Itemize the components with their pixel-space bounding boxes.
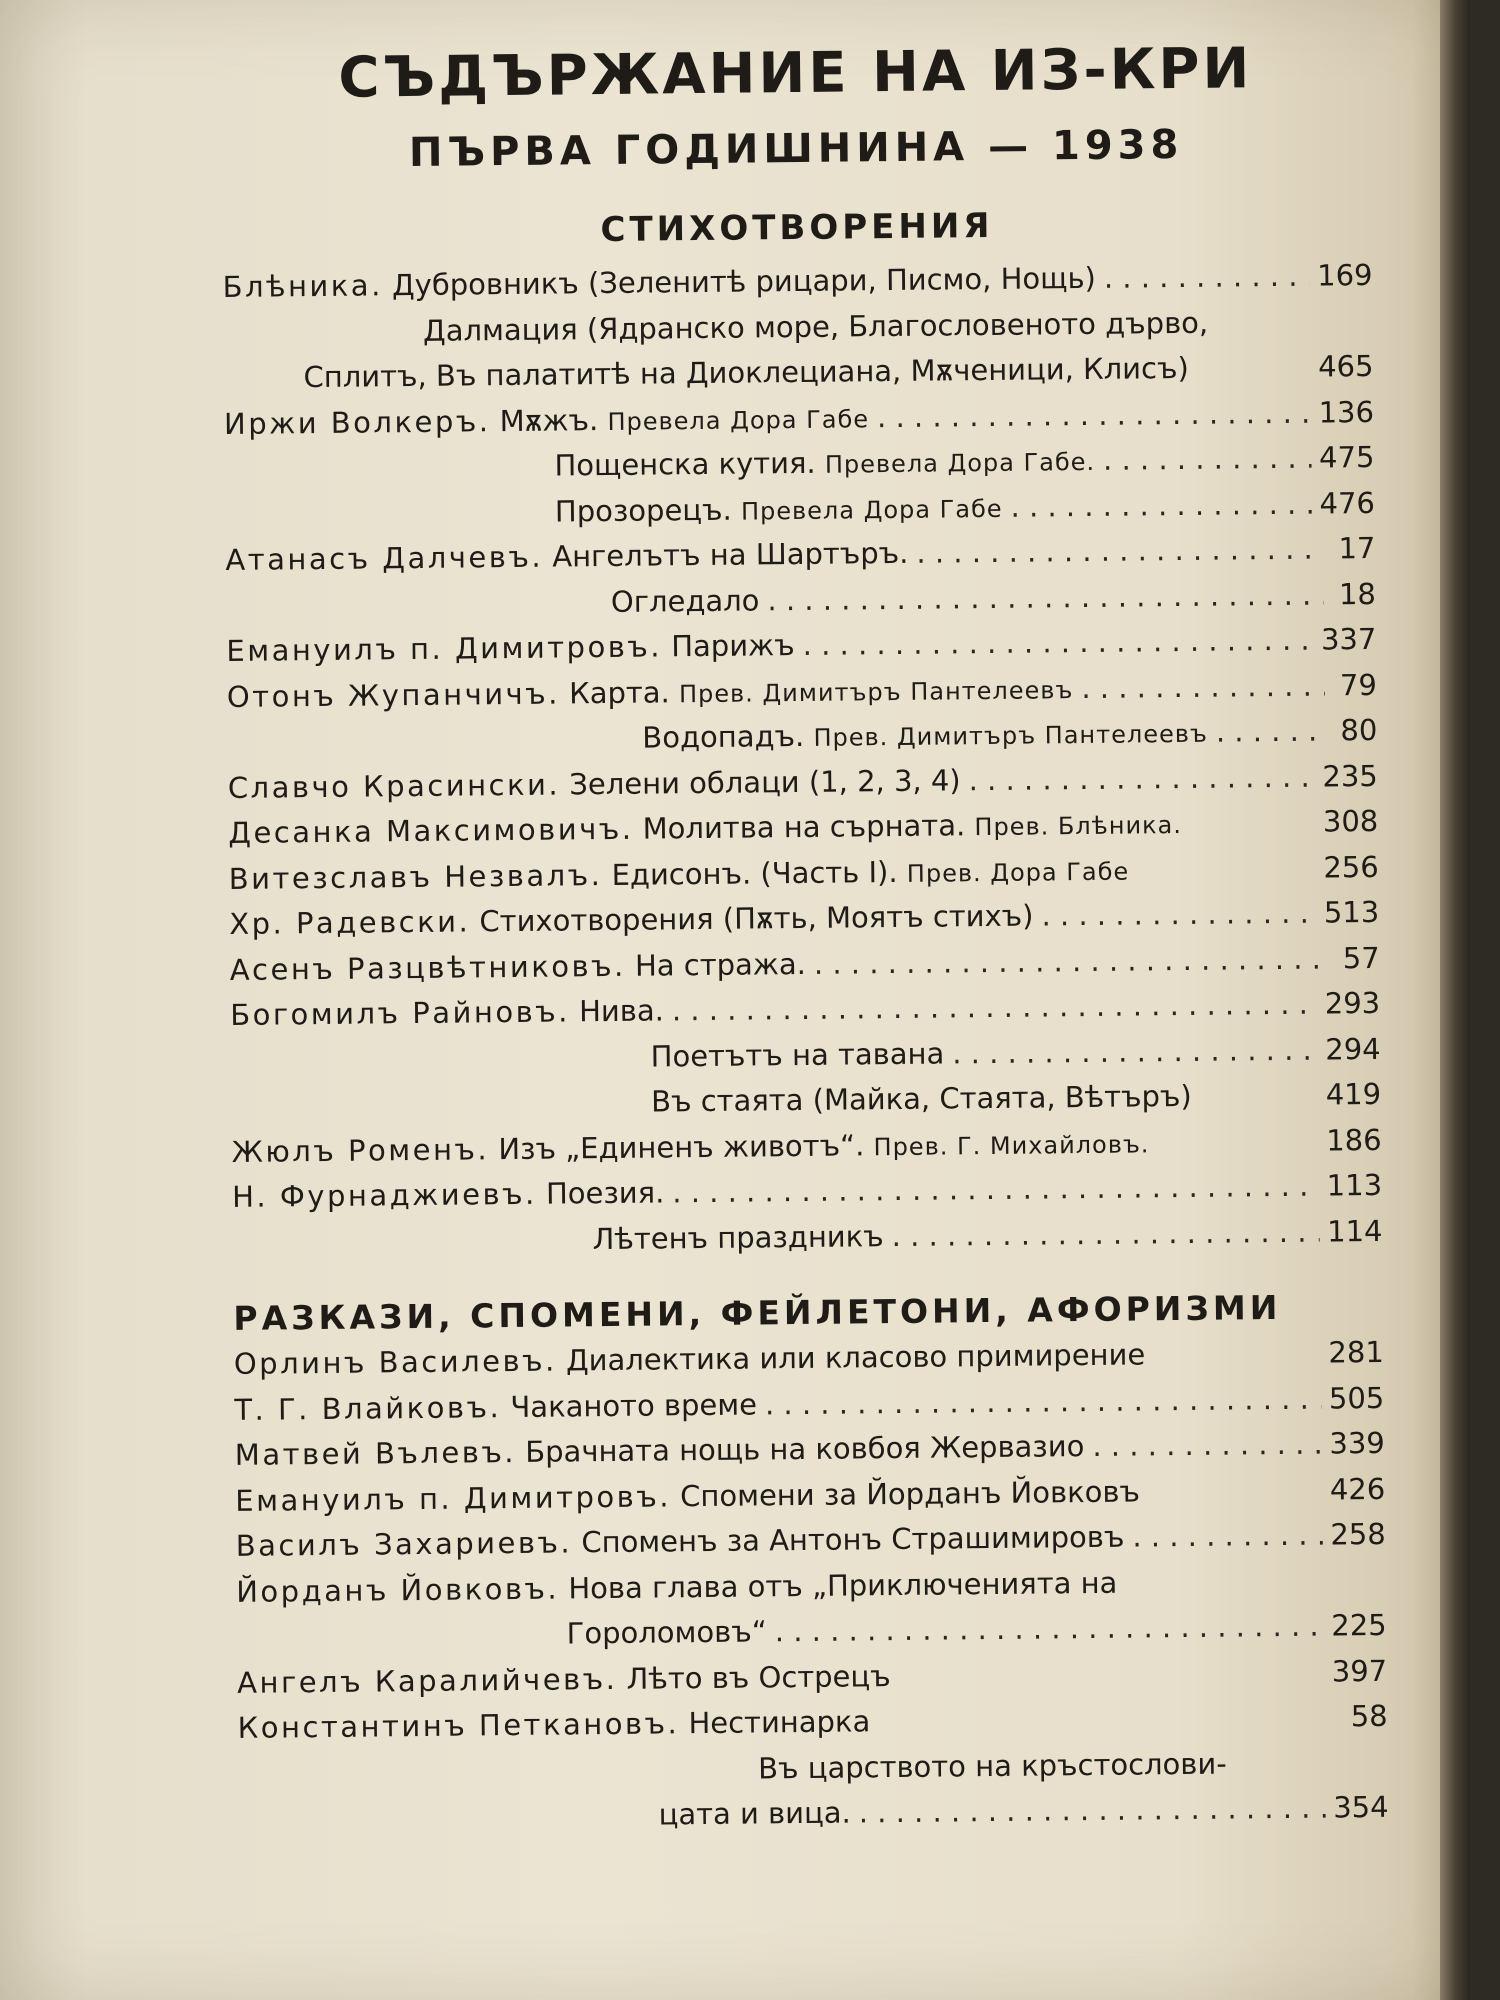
- entry-page: 419: [1325, 1076, 1382, 1112]
- entry-author: Хр. Радевски.: [229, 904, 471, 941]
- leader-dots: [952, 1032, 1317, 1070]
- leader-dots: [1092, 1427, 1321, 1463]
- entry-page: 308: [1322, 803, 1379, 839]
- entry-title: Водопадъ.: [642, 718, 805, 755]
- entry-author: Иржи Волкеръ.: [223, 403, 491, 441]
- entry-page: 80: [1340, 712, 1378, 748]
- entry-title: Едисонъ. (Часть I).: [611, 854, 898, 892]
- entry-title: Поетътъ на тавана: [650, 1035, 945, 1074]
- entry-author: Асенъ Разцвѣтниковъ.: [229, 948, 626, 987]
- entry-title: На стража.: [634, 946, 807, 983]
- entry-title: Поезия.: [545, 1175, 665, 1211]
- entry-translator: Прев. Димитъръ Пантелеевъ: [678, 675, 1074, 708]
- entry-author: Н. Фурнаджиевъ.: [231, 1176, 537, 1214]
- entry-title: Споменъ за Антонъ Страшимировъ: [581, 1519, 1125, 1560]
- entry-title: Спомени за Йорданъ Йовковъ: [679, 1473, 1141, 1513]
- entry-page: 293: [1324, 985, 1381, 1021]
- entry-title: Диалектика или класово примирение: [565, 1337, 1146, 1378]
- entry-author: Богомилъ Райновъ.: [230, 994, 571, 1032]
- entry-page: 281: [1328, 1334, 1384, 1370]
- entry-page: 18: [1338, 576, 1377, 611]
- leader-dots: [803, 623, 1314, 662]
- entry-author: Т. Г. Влайковъ.: [234, 1389, 502, 1427]
- entry-title: Лѣтенъ праздникъ: [592, 1218, 884, 1256]
- entry-author: Василъ Захариевъ.: [235, 1525, 573, 1563]
- entry-translator: Прев. Дора Габе: [906, 857, 1130, 888]
- entry-page: 79: [1339, 667, 1377, 702]
- entry-page: 426: [1329, 1471, 1386, 1506]
- entry-title: Сплитъ, Въ палатитѣ на Диоклециана, Мѫченици, Клисъ): [303, 350, 1189, 395]
- entry-author: Отонъ Жупанчичъ.: [226, 675, 561, 714]
- leader-dots: [672, 987, 1317, 1028]
- entry-page: 476: [1319, 485, 1376, 521]
- entry-page: 513: [1323, 894, 1380, 930]
- entry-translator: Прев. Димитъръ Пантелеевъ: [813, 719, 1209, 752]
- entry-author: Матвей Вълевъ.: [234, 1434, 517, 1472]
- entry-page: 397: [1331, 1653, 1388, 1688]
- entry-translator: Прев. Г. Михайловъ.: [873, 1129, 1150, 1161]
- entry-author: Йорданъ Йовковъ.: [236, 1571, 560, 1609]
- book-spine-edge: [1440, 0, 1470, 2000]
- entry-title: Пощенска кутия.: [554, 445, 816, 483]
- leader-dots: [765, 1381, 1321, 1421]
- entry-page: 339: [1329, 1425, 1385, 1461]
- entry-page: 169: [1316, 257, 1373, 293]
- entry-title: Зелени облаци (1, 2, 3, 4): [569, 762, 961, 801]
- table-of-contents: [220, 28, 1389, 1847]
- page-title: СЪДЪРЖАНИЕ НА ИЗ-КРИ: [338, 36, 1253, 111]
- entry-translator: Превела Дора Габе: [607, 404, 870, 436]
- entry-translator: Превела Дора Габе.: [824, 447, 1096, 479]
- leader-dots: [916, 531, 1323, 569]
- entry-page: 505: [1328, 1380, 1385, 1415]
- entry-title: Молитва на сърната.: [642, 808, 966, 846]
- entry-title: Стихотворения (Пѫть, Моятъ стихъ): [479, 898, 1034, 939]
- entry-title: Далмация (Ядранско море, Благословеното дърво,: [422, 305, 1209, 348]
- leader-dots: [859, 1791, 1326, 1830]
- entry-title: Въ царството на кръстослови-: [757, 1746, 1227, 1785]
- entry-title: Брачната нощь на ковбоя Жервазио: [525, 1429, 1085, 1469]
- entry-page: 256: [1323, 849, 1379, 884]
- entry-title: Прозорецъ.: [554, 492, 732, 529]
- entry-page: 475: [1318, 439, 1375, 475]
- entry-page: 258: [1330, 1516, 1386, 1552]
- entry-page: 235: [1322, 758, 1378, 793]
- entry-author: Атанасъ Далчевъ.: [225, 539, 544, 577]
- entry-page: 225: [1331, 1607, 1387, 1643]
- entry-page: 465: [1317, 348, 1374, 384]
- entry-title: Изъ „Единенъ животъ“.: [498, 1127, 865, 1166]
- entry-page: 294: [1325, 1031, 1381, 1066]
- leader-dots: [1103, 441, 1311, 477]
- entry-title: Нестинарка: [688, 1704, 871, 1741]
- entry-author: Емануилъ п. Димитровъ.: [235, 1478, 672, 1518]
- entry-title: Парижъ: [671, 628, 795, 664]
- entry-page: 17: [1338, 530, 1376, 566]
- entry-title: Ангелътъ на Шартъръ.: [552, 535, 909, 574]
- leader-dots: [767, 577, 1324, 617]
- entry-title: Огледало: [610, 582, 760, 619]
- leader-dots: [1132, 1518, 1322, 1554]
- entry-author: Жюлъ Роменъ.: [231, 1131, 490, 1169]
- section-heading-prose: РАЗКАЗИ, СПОМЕНИ, ФЕЙЛЕТОНИ, АФОРИЗМИ: [233, 1287, 1282, 1338]
- entry-title: Нова глава отъ „Приключенията на: [568, 1565, 1118, 1605]
- entry-translator: Прев. Блѣника.: [974, 810, 1183, 842]
- leader-dots: [672, 1169, 1319, 1210]
- entry-title: цата и вица.: [658, 1795, 851, 1832]
- entry-page: 57: [1342, 940, 1380, 975]
- entry-title: Горoломовъ“: [566, 1614, 767, 1651]
- leader-dots: [1010, 486, 1311, 523]
- leader-dots: [877, 395, 1311, 434]
- entry-author: Витезславъ Незвалъ.: [228, 857, 603, 896]
- entry-page: 113: [1326, 1167, 1383, 1203]
- leader-dots: [1216, 713, 1326, 748]
- entry-page: 58: [1350, 1698, 1388, 1734]
- leader-dots: [892, 1214, 1320, 1252]
- entry-page: 354: [1333, 1789, 1389, 1825]
- entry-page: 337: [1320, 621, 1377, 657]
- leader-dots: [1081, 668, 1325, 705]
- entry-title: Чаканото време: [510, 1386, 758, 1424]
- entry-author: Славчо Красински.: [227, 766, 561, 805]
- leader-dots: [1104, 259, 1310, 295]
- entry-page: 114: [1326, 1213, 1383, 1248]
- entry-title: Лѣто въ Острецъ: [626, 1658, 891, 1696]
- entry-author: Емануилъ п. Димитровъ.: [226, 629, 663, 668]
- leader-dots: [968, 759, 1314, 797]
- entry-author: Десанка Максимовичъ.: [228, 811, 634, 850]
- leader-dots: [775, 1609, 1324, 1649]
- entry-author: Константинъ Петкановъ.: [237, 1706, 680, 1745]
- entry-page: 136: [1318, 394, 1375, 430]
- entry-author: Блѣника.: [222, 268, 383, 304]
- entry-translator: Превела Дора Габе: [740, 494, 1003, 526]
- entry-author: Ангелъ Каралийчевъ.: [237, 1661, 618, 1700]
- entry-title: Карта.: [568, 674, 670, 710]
- page-subtitle: ПЪРВА ГОДИШНИНА — 1938: [408, 121, 1184, 177]
- entry-page: 186: [1326, 1122, 1382, 1157]
- entry-title: Мѫжъ.: [499, 402, 599, 438]
- entry-title: Нива.: [578, 993, 665, 1029]
- leader-dots: [814, 941, 1328, 980]
- leader-dots: [1041, 896, 1316, 933]
- entry-title: Дубровникъ (Зеленитѣ рицари, Писмо, Нощь): [391, 260, 1097, 303]
- section-heading-poems: СТИХОТВОРЕНИЯ: [600, 205, 994, 251]
- entry-title: Въ стаята (Майка, Стаята, Вѣтъръ): [650, 1078, 1192, 1119]
- entry-author: Орлинъ Василевъ.: [233, 1343, 557, 1381]
